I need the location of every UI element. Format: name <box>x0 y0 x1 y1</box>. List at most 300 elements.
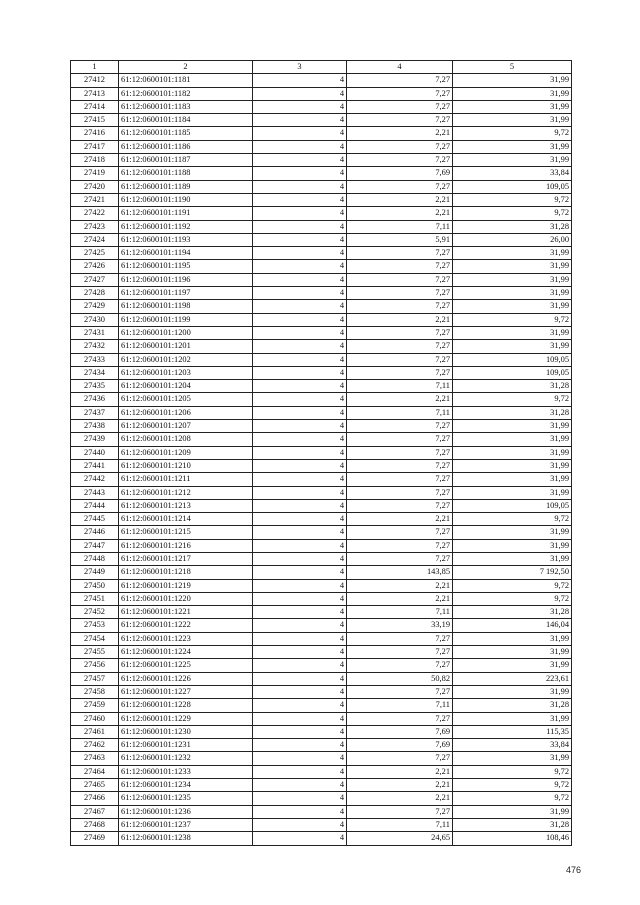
row-index-cell: 27416 <box>71 127 119 140</box>
amount-cell: 31,99 <box>453 154 572 167</box>
category-cell: 4 <box>253 739 347 752</box>
cadastral-number-cell: 61:12:0600101:1190 <box>119 193 253 206</box>
value-cell: 7,27 <box>347 659 453 672</box>
cadastral-number-cell: 61:12:0600101:1192 <box>119 220 253 233</box>
value-cell: 7,27 <box>347 287 453 300</box>
cadastral-number-cell: 61:12:0600101:1225 <box>119 659 253 672</box>
cadastral-number-cell: 61:12:0600101:1235 <box>119 792 253 805</box>
amount-cell: 9,72 <box>453 313 572 326</box>
amount-cell: 31,28 <box>453 380 572 393</box>
table-row <box>71 739 572 752</box>
category-cell: 4 <box>253 539 347 552</box>
table-row <box>71 100 572 113</box>
value-cell: 7,69 <box>347 725 453 738</box>
cadastral-number-cell: 61:12:0600101:1208 <box>119 433 253 446</box>
amount-cell: 9,72 <box>453 127 572 140</box>
cadastral-number-cell: 61:12:0600101:1234 <box>119 779 253 792</box>
row-index-cell: 27453 <box>71 619 119 632</box>
amount-cell: 33,84 <box>453 739 572 752</box>
row-index-cell: 27423 <box>71 220 119 233</box>
cadastral-number-cell: 61:12:0600101:1226 <box>119 672 253 685</box>
row-index-cell: 27469 <box>71 832 119 845</box>
category-cell: 4 <box>253 313 347 326</box>
cadastral-number-cell: 61:12:0600101:1196 <box>119 273 253 286</box>
table-row <box>71 752 572 765</box>
row-index-cell: 27448 <box>71 552 119 565</box>
category-cell: 4 <box>253 247 347 260</box>
value-cell: 7,27 <box>347 340 453 353</box>
cadastral-number-cell: 61:12:0600101:1222 <box>119 619 253 632</box>
amount-cell: 31,99 <box>453 446 572 459</box>
value-cell: 7,27 <box>347 446 453 459</box>
category-cell: 4 <box>253 114 347 127</box>
category-cell: 4 <box>253 74 347 87</box>
amount-cell: 31,28 <box>453 220 572 233</box>
value-cell: 7,69 <box>347 739 453 752</box>
value-cell: 7,27 <box>347 433 453 446</box>
row-index-cell: 27452 <box>71 606 119 619</box>
amount-cell: 9,72 <box>453 779 572 792</box>
table-row <box>71 619 572 632</box>
value-cell: 7,11 <box>347 818 453 831</box>
table-row <box>71 513 572 526</box>
category-cell: 4 <box>253 552 347 565</box>
category-cell: 4 <box>253 486 347 499</box>
value-cell: 33,19 <box>347 619 453 632</box>
cadastral-number-cell: 61:12:0600101:1219 <box>119 579 253 592</box>
amount-cell: 31,99 <box>453 340 572 353</box>
row-index-cell: 27436 <box>71 393 119 406</box>
amount-cell: 9,72 <box>453 792 572 805</box>
category-cell: 4 <box>253 513 347 526</box>
category-cell: 4 <box>253 287 347 300</box>
category-cell: 4 <box>253 752 347 765</box>
row-index-cell: 27432 <box>71 340 119 353</box>
category-cell: 4 <box>253 579 347 592</box>
table-row <box>71 87 572 100</box>
row-index-cell: 27465 <box>71 779 119 792</box>
cadastral-number-cell: 61:12:0600101:1184 <box>119 114 253 127</box>
row-index-cell: 27418 <box>71 154 119 167</box>
table-row <box>71 473 572 486</box>
cadastral-number-cell: 61:12:0600101:1201 <box>119 340 253 353</box>
value-cell: 7,27 <box>347 473 453 486</box>
amount-cell: 31,99 <box>453 326 572 339</box>
table-row <box>71 792 572 805</box>
row-index-cell: 27454 <box>71 632 119 645</box>
category-cell: 4 <box>253 406 347 419</box>
row-index-cell: 27463 <box>71 752 119 765</box>
row-index-cell: 27457 <box>71 672 119 685</box>
row-index-cell: 27440 <box>71 446 119 459</box>
cadastral-number-cell: 61:12:0600101:1202 <box>119 353 253 366</box>
amount-cell: 109,05 <box>453 366 572 379</box>
amount-cell: 31,99 <box>453 433 572 446</box>
row-index-cell: 27449 <box>71 566 119 579</box>
table-row <box>71 167 572 180</box>
category-cell: 4 <box>253 353 347 366</box>
category-cell: 4 <box>253 699 347 712</box>
value-cell: 7,27 <box>347 805 453 818</box>
cadastral-number-cell: 61:12:0600101:1210 <box>119 459 253 472</box>
value-cell: 7,27 <box>347 459 453 472</box>
table-row <box>71 247 572 260</box>
row-index-cell: 27461 <box>71 725 119 738</box>
table-row <box>71 207 572 220</box>
table-row <box>71 260 572 273</box>
row-index-cell: 27412 <box>71 74 119 87</box>
value-cell: 7,69 <box>347 167 453 180</box>
cadastral-number-cell: 61:12:0600101:1233 <box>119 765 253 778</box>
value-cell: 7,11 <box>347 606 453 619</box>
category-cell: 4 <box>253 420 347 433</box>
category-cell: 4 <box>253 340 347 353</box>
cadastral-number-cell: 61:12:0600101:1223 <box>119 632 253 645</box>
category-cell: 4 <box>253 779 347 792</box>
table-row <box>71 433 572 446</box>
row-index-cell: 27415 <box>71 114 119 127</box>
cadastral-number-cell: 61:12:0600101:1182 <box>119 87 253 100</box>
amount-cell: 31,99 <box>453 420 572 433</box>
category-cell: 4 <box>253 366 347 379</box>
value-cell: 7,27 <box>347 552 453 565</box>
value-cell: 7,27 <box>347 180 453 193</box>
amount-cell: 9,72 <box>453 765 572 778</box>
cadastral-number-cell: 61:12:0600101:1211 <box>119 473 253 486</box>
amount-cell: 31,99 <box>453 300 572 313</box>
row-index-cell: 27459 <box>71 699 119 712</box>
table-row <box>71 459 572 472</box>
amount-cell: 9,72 <box>453 193 572 206</box>
row-index-cell: 27458 <box>71 685 119 698</box>
cadastral-number-cell: 61:12:0600101:1214 <box>119 513 253 526</box>
amount-cell: 31,99 <box>453 473 572 486</box>
cadastral-number-cell: 61:12:0600101:1185 <box>119 127 253 140</box>
cadastral-number-cell: 61:12:0600101:1194 <box>119 247 253 260</box>
value-cell: 7,27 <box>347 247 453 260</box>
value-cell: 2,21 <box>347 513 453 526</box>
category-cell: 4 <box>253 526 347 539</box>
row-index-cell: 27428 <box>71 287 119 300</box>
amount-cell: 26,00 <box>453 233 572 246</box>
row-index-cell: 27421 <box>71 193 119 206</box>
table-row <box>71 579 572 592</box>
amount-cell: 31,99 <box>453 87 572 100</box>
category-cell: 4 <box>253 818 347 831</box>
row-index-cell: 27427 <box>71 273 119 286</box>
amount-cell: 9,72 <box>453 513 572 526</box>
category-cell: 4 <box>253 433 347 446</box>
category-cell: 4 <box>253 619 347 632</box>
cadastral-number-cell: 61:12:0600101:1195 <box>119 260 253 273</box>
cadastral-number-cell: 61:12:0600101:1189 <box>119 180 253 193</box>
amount-cell: 109,05 <box>453 180 572 193</box>
amount-cell: 31,28 <box>453 606 572 619</box>
cadastral-number-cell: 61:12:0600101:1218 <box>119 566 253 579</box>
value-cell: 2,21 <box>347 393 453 406</box>
cadastral-number-cell: 61:12:0600101:1215 <box>119 526 253 539</box>
column-header-5: 5 <box>453 61 572 74</box>
table-row <box>71 712 572 725</box>
value-cell: 7,27 <box>347 326 453 339</box>
row-index-cell: 27433 <box>71 353 119 366</box>
category-cell: 4 <box>253 393 347 406</box>
amount-cell: 9,72 <box>453 207 572 220</box>
amount-cell: 31,99 <box>453 805 572 818</box>
amount-cell: 31,28 <box>453 699 572 712</box>
value-cell: 5,91 <box>347 233 453 246</box>
row-index-cell: 27414 <box>71 100 119 113</box>
category-cell: 4 <box>253 380 347 393</box>
cadastral-number-cell: 61:12:0600101:1191 <box>119 207 253 220</box>
cadastral-number-cell: 61:12:0600101:1197 <box>119 287 253 300</box>
row-index-cell: 27455 <box>71 646 119 659</box>
table-row <box>71 526 572 539</box>
amount-cell: 115,35 <box>453 725 572 738</box>
value-cell: 2,21 <box>347 313 453 326</box>
value-cell: 7,11 <box>347 380 453 393</box>
amount-cell: 109,05 <box>453 499 572 512</box>
category-cell: 4 <box>253 725 347 738</box>
amount-cell: 31,99 <box>453 712 572 725</box>
row-index-cell: 27467 <box>71 805 119 818</box>
value-cell: 7,27 <box>347 526 453 539</box>
row-index-cell: 27446 <box>71 526 119 539</box>
cadastral-number-cell: 61:12:0600101:1207 <box>119 420 253 433</box>
row-index-cell: 27417 <box>71 140 119 153</box>
table-row <box>71 114 572 127</box>
data-table <box>70 60 572 846</box>
table-row <box>71 566 572 579</box>
cadastral-number-cell: 61:12:0600101:1229 <box>119 712 253 725</box>
cadastral-number-cell: 61:12:0600101:1224 <box>119 646 253 659</box>
value-cell: 7,27 <box>347 114 453 127</box>
category-cell: 4 <box>253 685 347 698</box>
table-row <box>71 646 572 659</box>
value-cell: 7,27 <box>347 486 453 499</box>
row-index-cell: 27413 <box>71 87 119 100</box>
cadastral-number-cell: 61:12:0600101:1230 <box>119 725 253 738</box>
amount-cell: 31,99 <box>453 752 572 765</box>
table-row <box>71 340 572 353</box>
table-row <box>71 326 572 339</box>
cadastral-number-cell: 61:12:0600101:1217 <box>119 552 253 565</box>
category-cell: 4 <box>253 260 347 273</box>
table-row <box>71 606 572 619</box>
category-cell: 4 <box>253 632 347 645</box>
cadastral-number-cell: 61:12:0600101:1237 <box>119 818 253 831</box>
cadastral-number-cell: 61:12:0600101:1209 <box>119 446 253 459</box>
row-index-cell: 27450 <box>71 579 119 592</box>
cadastral-number-cell: 61:12:0600101:1204 <box>119 380 253 393</box>
value-cell: 7,27 <box>347 300 453 313</box>
cadastral-number-cell: 61:12:0600101:1181 <box>119 74 253 87</box>
category-cell: 4 <box>253 207 347 220</box>
amount-cell: 31,99 <box>453 552 572 565</box>
table-row <box>71 380 572 393</box>
row-index-cell: 27435 <box>71 380 119 393</box>
cadastral-number-cell: 61:12:0600101:1187 <box>119 154 253 167</box>
table-row <box>71 273 572 286</box>
table-row <box>71 539 572 552</box>
table-row <box>71 220 572 233</box>
row-index-cell: 27429 <box>71 300 119 313</box>
amount-cell: 31,99 <box>453 539 572 552</box>
amount-cell: 31,99 <box>453 287 572 300</box>
row-index-cell: 27468 <box>71 818 119 831</box>
category-cell: 4 <box>253 193 347 206</box>
column-header-3: 3 <box>253 61 347 74</box>
value-cell: 2,21 <box>347 779 453 792</box>
category-cell: 4 <box>253 300 347 313</box>
cadastral-number-cell: 61:12:0600101:1231 <box>119 739 253 752</box>
value-cell: 7,27 <box>347 539 453 552</box>
amount-cell: 31,99 <box>453 260 572 273</box>
table-row <box>71 685 572 698</box>
category-cell: 4 <box>253 592 347 605</box>
row-index-cell: 27437 <box>71 406 119 419</box>
value-cell: 7,11 <box>347 220 453 233</box>
table-body <box>71 74 572 845</box>
value-cell: 7,27 <box>347 140 453 153</box>
category-cell: 4 <box>253 473 347 486</box>
amount-cell: 31,99 <box>453 646 572 659</box>
value-cell: 7,27 <box>347 420 453 433</box>
category-cell: 4 <box>253 672 347 685</box>
cadastral-number-cell: 61:12:0600101:1228 <box>119 699 253 712</box>
category-cell: 4 <box>253 659 347 672</box>
category-cell: 4 <box>253 140 347 153</box>
amount-cell: 7 192,50 <box>453 566 572 579</box>
row-index-cell: 27422 <box>71 207 119 220</box>
row-index-cell: 27438 <box>71 420 119 433</box>
table-row <box>71 193 572 206</box>
value-cell: 7,27 <box>347 712 453 725</box>
table-row <box>71 127 572 140</box>
amount-cell: 33,84 <box>453 167 572 180</box>
cadastral-number-cell: 61:12:0600101:1227 <box>119 685 253 698</box>
value-cell: 2,21 <box>347 207 453 220</box>
category-cell: 4 <box>253 326 347 339</box>
category-cell: 4 <box>253 566 347 579</box>
table-row <box>71 552 572 565</box>
table-row <box>71 832 572 845</box>
table-row <box>71 140 572 153</box>
row-index-cell: 27419 <box>71 167 119 180</box>
value-cell: 7,27 <box>347 632 453 645</box>
value-cell: 50,82 <box>347 672 453 685</box>
document-page <box>70 60 571 846</box>
amount-cell: 31,99 <box>453 74 572 87</box>
value-cell: 7,27 <box>347 366 453 379</box>
amount-cell: 31,99 <box>453 459 572 472</box>
amount-cell: 146,04 <box>453 619 572 632</box>
table-row <box>71 353 572 366</box>
row-index-cell: 27425 <box>71 247 119 260</box>
category-cell: 4 <box>253 180 347 193</box>
category-cell: 4 <box>253 167 347 180</box>
value-cell: 7,11 <box>347 699 453 712</box>
row-index-cell: 27447 <box>71 539 119 552</box>
amount-cell: 31,28 <box>453 818 572 831</box>
cadastral-number-cell: 61:12:0600101:1232 <box>119 752 253 765</box>
cadastral-number-cell: 61:12:0600101:1203 <box>119 366 253 379</box>
row-index-cell: 27445 <box>71 513 119 526</box>
cadastral-number-cell: 61:12:0600101:1213 <box>119 499 253 512</box>
value-cell: 7,27 <box>347 74 453 87</box>
amount-cell: 9,72 <box>453 579 572 592</box>
table-row <box>71 672 572 685</box>
amount-cell: 31,99 <box>453 486 572 499</box>
column-header-2: 2 <box>119 61 253 74</box>
amount-cell: 31,99 <box>453 659 572 672</box>
value-cell: 7,27 <box>347 646 453 659</box>
cadastral-number-cell: 61:12:0600101:1198 <box>119 300 253 313</box>
value-cell: 7,27 <box>347 685 453 698</box>
value-cell: 7,11 <box>347 406 453 419</box>
amount-cell: 223,61 <box>453 672 572 685</box>
cadastral-number-cell: 61:12:0600101:1236 <box>119 805 253 818</box>
table-row <box>71 420 572 433</box>
row-index-cell: 27426 <box>71 260 119 273</box>
table-row <box>71 592 572 605</box>
row-index-cell: 27434 <box>71 366 119 379</box>
value-cell: 7,27 <box>347 100 453 113</box>
value-cell: 7,27 <box>347 353 453 366</box>
amount-cell: 31,99 <box>453 685 572 698</box>
table-row <box>71 765 572 778</box>
amount-cell: 109,05 <box>453 353 572 366</box>
table-row <box>71 393 572 406</box>
value-cell: 7,27 <box>347 499 453 512</box>
amount-cell: 9,72 <box>453 592 572 605</box>
page-number: 476 <box>566 865 582 875</box>
cadastral-number-cell: 61:12:0600101:1188 <box>119 167 253 180</box>
value-cell: 2,21 <box>347 579 453 592</box>
value-cell: 7,27 <box>347 87 453 100</box>
cadastral-number-cell: 61:12:0600101:1199 <box>119 313 253 326</box>
row-index-cell: 27443 <box>71 486 119 499</box>
amount-cell: 31,99 <box>453 526 572 539</box>
amount-cell: 31,99 <box>453 140 572 153</box>
amount-cell: 31,99 <box>453 247 572 260</box>
category-cell: 4 <box>253 154 347 167</box>
column-header-1: 1 <box>71 61 119 74</box>
amount-cell: 31,99 <box>453 632 572 645</box>
category-cell: 4 <box>253 100 347 113</box>
table-row <box>71 499 572 512</box>
row-index-cell: 27431 <box>71 326 119 339</box>
row-index-cell: 27464 <box>71 765 119 778</box>
value-cell: 2,21 <box>347 193 453 206</box>
value-cell: 7,27 <box>347 752 453 765</box>
table-row <box>71 313 572 326</box>
table-row <box>71 233 572 246</box>
amount-cell: 9,72 <box>453 393 572 406</box>
table-row <box>71 486 572 499</box>
amount-cell: 31,99 <box>453 114 572 127</box>
cadastral-number-cell: 61:12:0600101:1186 <box>119 140 253 153</box>
cadastral-number-cell: 61:12:0600101:1212 <box>119 486 253 499</box>
table-row <box>71 154 572 167</box>
value-cell: 24,65 <box>347 832 453 845</box>
row-index-cell: 27451 <box>71 592 119 605</box>
amount-cell: 31,28 <box>453 406 572 419</box>
value-cell: 2,21 <box>347 592 453 605</box>
table-row <box>71 366 572 379</box>
value-cell: 2,21 <box>347 792 453 805</box>
table-row <box>71 406 572 419</box>
